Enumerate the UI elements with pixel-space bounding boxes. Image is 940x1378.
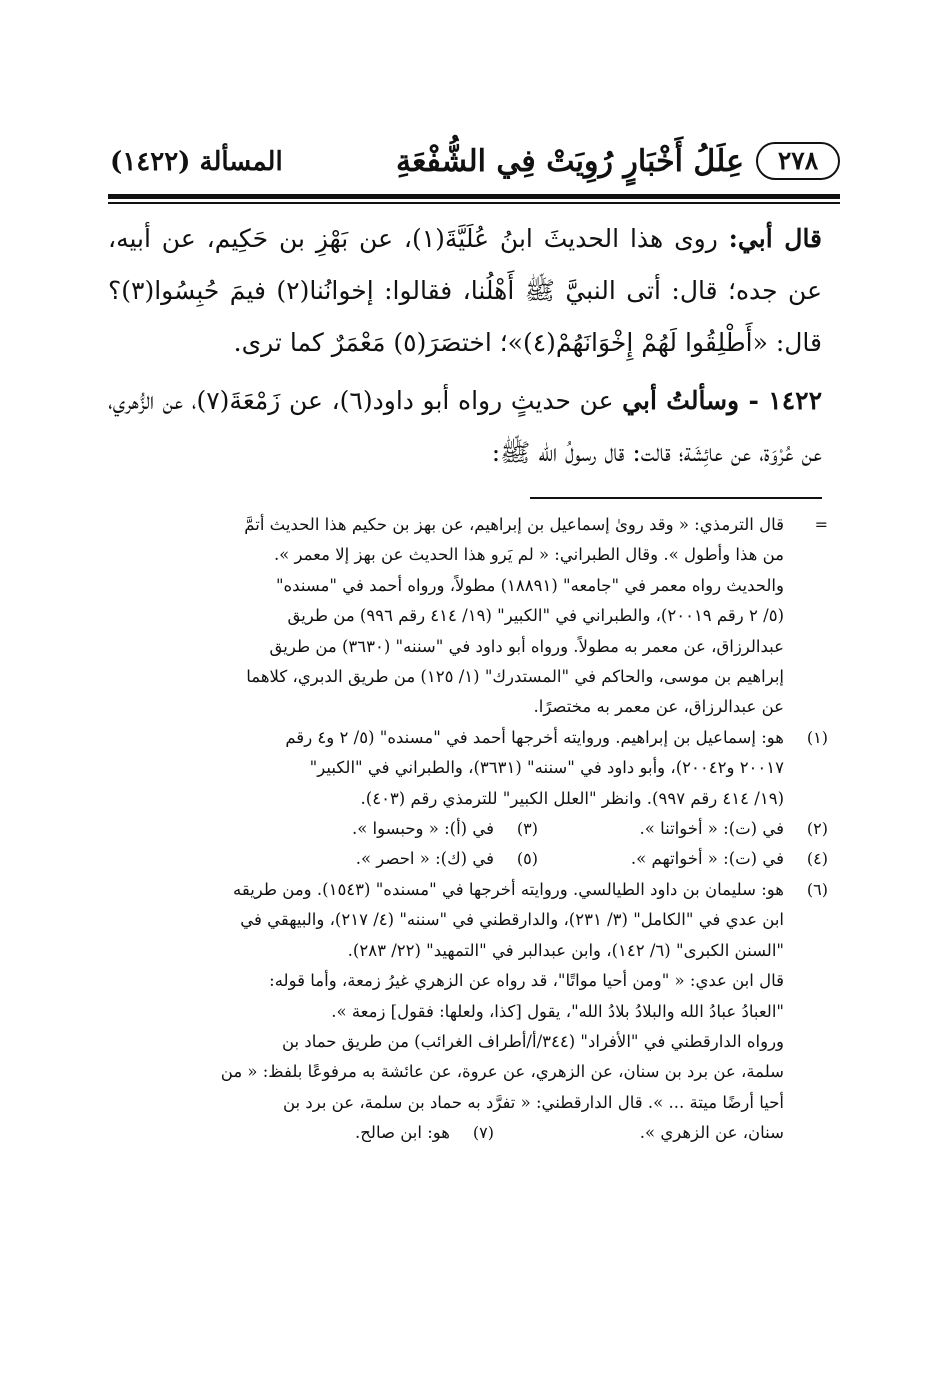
header-rule-thin bbox=[108, 202, 840, 204]
footnote-line: عبدالرزاق، عن معمر به مطولاً. ورواه أبو داود في "سننه" (٣٦٣٠) من طريق bbox=[269, 636, 784, 656]
footnote-body bbox=[108, 510, 784, 723]
footnote-line: سلمة، عن برد بن سنان، عن الزهري، عن عروة، عن عائشة به مرفوعًا بلفظ: « من bbox=[220, 1062, 784, 1082]
footnote-line: ابن عدي في "الكامل" (٣/ ٢٣١)، والدارقطني في "سننه" (٤/ ٢١٧)، والبيهقي في bbox=[240, 910, 784, 930]
footnote-line: (١٩/ ٤١٤ رقم ٩٩٧). وانظر "العلل الكبير" للترمذي رقم (٤٠٣). bbox=[360, 788, 784, 808]
footnote-line: من هذا وأطول ». وقال الطبراني: « لم يَرو هذا الحديث عن بهز إلا معمر ». bbox=[273, 545, 784, 565]
footnote-mark: (٤) bbox=[806, 849, 828, 869]
footnote-separator bbox=[530, 497, 822, 499]
footnote-2 bbox=[538, 814, 828, 844]
footnote-mark: (٢) bbox=[806, 819, 828, 839]
footnote-5 bbox=[248, 844, 538, 874]
footnote-1 bbox=[108, 723, 828, 814]
footnote-mark: (١) bbox=[806, 727, 828, 747]
footnotes bbox=[108, 510, 828, 1149]
footnote-mark: (٥) bbox=[516, 849, 538, 869]
footnote-4 bbox=[538, 844, 828, 874]
book-title: عِلَلُ أَخْبَارٍ رُوِيَتْ فِي الشُّفْعَةِ bbox=[396, 144, 744, 179]
footnote-line: عن عبدالرزاق، عن معمر به مختصرًا. bbox=[533, 697, 784, 717]
paragraph-1-text: روى هذا الحديثَ ابنُ عُلَيَّةَ(١)، عن بَهْزِ بن حَكِيم، عن أبيه، عن جده؛ قال: أتى النبيَّ ﷺ أَهْلُنا، فقالوا: إخوانُنا(٢) فيمَ حُبِسُوا(٣)؟ قال: «أَطْلِقُوا لَهُمْ إِخْوَانَهُمْ(٤)»؛ اختصَرَ(٥) مَعْمَرٌ كما ترى. bbox=[108, 224, 822, 357]
footnote-line: "السنن الكبرى" (٦/ ١٤٢)، وابن عبدالبر في "التمهيد" (٢٢/ ٢٨٣). bbox=[347, 940, 784, 960]
footnotes-2-3 bbox=[108, 814, 828, 844]
page-number-badge: ٢٧٨ bbox=[756, 142, 840, 180]
footnotes-4-5 bbox=[108, 844, 828, 874]
footnote-line: قال ابن عدي: « "ومن أحيا مواتًا"، قد رواه عن الزهري غيرُ زمعة، وأما قوله: bbox=[269, 971, 784, 991]
footnote-6 bbox=[108, 875, 828, 1149]
paragraph-2-lead: ١٤٢٢ - وسألتُ أبي bbox=[622, 386, 822, 415]
paragraph-2 bbox=[108, 375, 822, 479]
main-text bbox=[108, 213, 822, 479]
footnote-line: والحديث رواه معمر في "جامعه" (١٨٨٩١) مطولاً، ورواه أحمد في "مسنده" bbox=[275, 575, 784, 595]
footnote-line: هو: سليمان بن داود الطيالسي. وروايته أخرجها في "مسنده" (١٥٤٣). ومن طريقه bbox=[233, 879, 784, 899]
page-header bbox=[110, 140, 840, 190]
footnote-line: قال الترمذي: « وقد روىٰ إسماعيل بن إبراهيم، عن بهز بن حكيم هذا الحديث أتمَّ bbox=[244, 515, 784, 534]
footnote-line: ورواه الدارقطني في "الأفراد" (٣٤٤/أ/أطراف الغرائب) من طريق حماد بن bbox=[281, 1031, 784, 1051]
footnote-3 bbox=[248, 814, 538, 844]
footnote-line: سنان، عن الزهري ». bbox=[639, 1123, 784, 1143]
footnote-line: هو: إسماعيل بن إبراهيم. وروايته أخرجها أحمد في "مسنده" (٥/ ٢ و٤ رقم bbox=[285, 727, 784, 747]
footnote-mark: (٦) bbox=[806, 879, 828, 899]
footnote-body bbox=[108, 875, 784, 1149]
footnote-6-last-line-with-7 bbox=[108, 1118, 784, 1148]
footnote-text: في (ت): « أخواتهم ». bbox=[630, 849, 784, 869]
footnote-mark: = bbox=[814, 515, 828, 534]
footnote-text: في (ك): « احصر ». bbox=[355, 849, 494, 869]
footnote-mark: (٣) bbox=[516, 819, 538, 839]
header-rule-thick bbox=[108, 194, 840, 199]
footnote-7 bbox=[204, 1118, 494, 1148]
footnote-mark: (٧) bbox=[472, 1123, 494, 1143]
footnote-continuation bbox=[108, 510, 828, 723]
footnote-line: أحيا أرضًا ميتة ... ». قال الدارقطني: « تفرَّد به حماد بن سلمة، عن برد بن bbox=[282, 1092, 784, 1112]
paragraph-2-text: عن حديثٍ رواه أبو داود(٦)، عن زَمْعَةَ(٧)، عن الزُّهري، عن عُرْوَة، عن عائِشَة؛ قالت: قال رسولُ الله ﷺ: bbox=[108, 386, 822, 467]
footnote-text: في (أ): « وحبسوا ». bbox=[351, 819, 494, 839]
footnote-line: إبراهيم بن موسى، والحاكم في "المستدرك" (١/ ١٢٥) من طريق الدبري، كلاهما bbox=[246, 667, 784, 687]
paragraph-1 bbox=[108, 213, 822, 369]
issue-number: المسألة (١٤٢٢) bbox=[110, 147, 283, 177]
footnote-text: في (ت): « أخواتنا ». bbox=[639, 819, 784, 839]
footnote-line: (٥/ ٢ رقم ٢٠٠١٩)، والطبراني في "الكبير" (١٩/ ٤١٤ رقم ٩٩٦) من طريق bbox=[287, 606, 784, 626]
footnote-line: "العبادُ عبادُ الله والبلادُ بلادُ الله"، يقول [كذا، ولعلها: فقول] زمعة ». bbox=[331, 1001, 784, 1021]
footnote-body bbox=[108, 723, 784, 814]
paragraph-1-lead: قال أبي: bbox=[728, 224, 823, 253]
footnote-text: هو: ابن صالح. bbox=[355, 1123, 450, 1143]
footnote-line: ٢٠٠١٧ و٢٠٠٤٢)، وأبو داود في "سننه" (٣٦٣١)، والطبراني في "الكبير" bbox=[309, 758, 784, 778]
